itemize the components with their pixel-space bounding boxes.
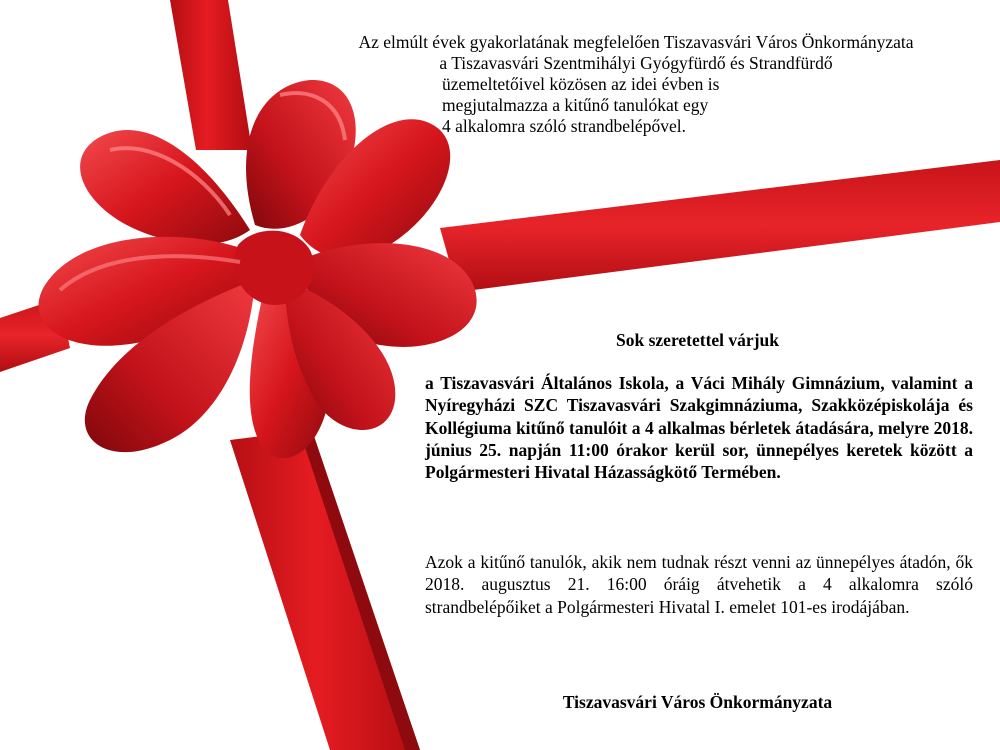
ribbon-band-top [170,0,252,150]
intro-line: megjutalmazza a kitűnő tanulókat egy [442,95,709,115]
invitation-paragraph: a Tiszavasvári Általános Iskola, a Váci Mihály Gimnázium, valamint a Nyíregyházi SZC Tiszavasvári Szakgimnáziuma, Szakközépiskolája és Kollégiuma kitűnő tanulóit a 4 alkalmas bérletek átadására, melyre 2018. június 25. napján 11:00 órakor kerül sor, ünnepélyes keretek között a Polgármesteri Hivatal Házasságkötő Termében. [425,373,973,483]
intro-line: 4 alkalomra szóló strandbelépővel. [442,116,686,136]
notice-paragraph: Azok a kitűnő tanulók, akik nem tudnak részt venni az ünnepélyes átadón, ők 2018. augusztus 21. 16:00 óráig átvehetik a 4 alkalomra szóló strandbelépőiket a Polgármesteri Hivatal I. emelet 101-es irodájában. [425,552,973,617]
signature: Tiszavasvári Város Önkormányzata [562,692,833,712]
invitation-heading: Sok szeretettel várjuk [616,330,779,350]
intro-line: a Tiszavasvári Szentmihályi Gyógyfürdő és Strandfürdő [439,53,833,73]
intro-line: Az elmúlt évek gyakorlatának megfelelően Tiszavasvári Város Önkormányzata [358,32,914,52]
ribbon-band-right [440,160,1000,292]
intro-paragraph [296,32,976,137]
intro-line: üzemeltetőivel közösen az idei évben is [442,74,720,94]
